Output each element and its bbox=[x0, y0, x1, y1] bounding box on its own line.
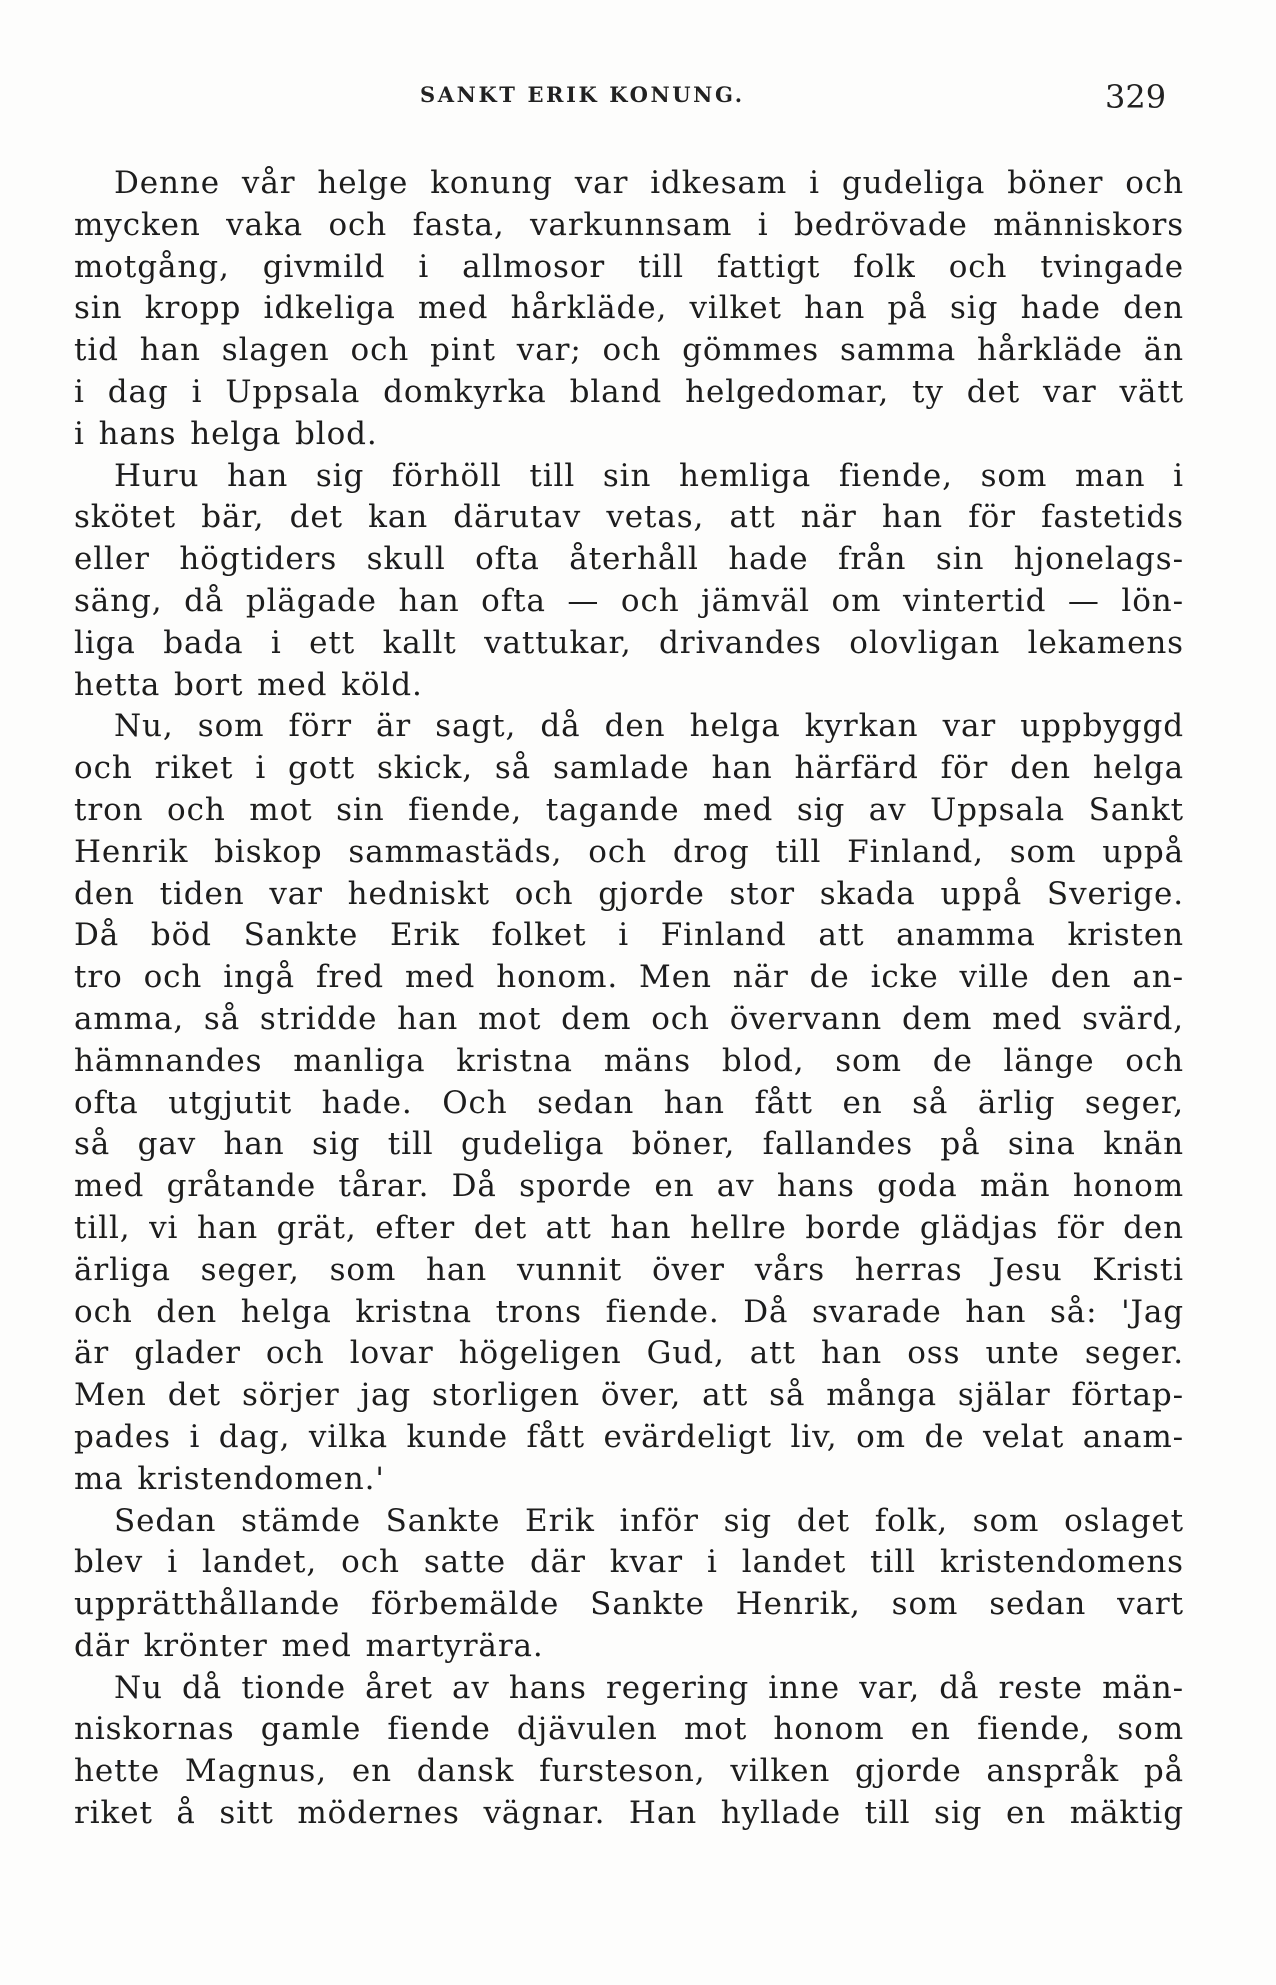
text-line: motgång, givmild i allmosor till fattigt folk och tvingade bbox=[74, 248, 1184, 285]
text-line: upprätthållande förbemälde Sankte Henrik, som sedan vart bbox=[74, 1586, 1184, 1623]
text-line: ma kristendomen.' bbox=[74, 1460, 385, 1497]
text-line: Sedan stämde Sankte Erik inför sig det folk, som oslaget bbox=[114, 1502, 1184, 1539]
text-line: amma, så stridde han mot dem och övervann dem med svärd, bbox=[74, 1000, 1184, 1037]
text-line: Denne vår helge konung var idkesam i gudeliga böner och bbox=[114, 165, 1184, 201]
text-line: mycken vaka och fasta, varkunnsam i bedrövade människors bbox=[74, 206, 1184, 243]
text-line: Men det sörjer jag storligen över, att så många själar förtap- bbox=[74, 1377, 1184, 1414]
text-line: är glader och lovar högeligen Gud, att han oss unte seger. bbox=[74, 1335, 1184, 1372]
text-line: hette Magnus, en dansk fursteson, vilken gjorde anspråk på bbox=[74, 1753, 1184, 1790]
text-line: i hans helga blod. bbox=[74, 415, 378, 452]
text-line: Nu, som förr är sagt, då den helga kyrkan var uppbyggd bbox=[114, 708, 1184, 745]
text-line: till, vi han grät, efter det att han hellre borde glädjas för den bbox=[74, 1209, 1184, 1246]
text-line: blev i landet, och satte där kvar i landet till kristendomens bbox=[74, 1544, 1184, 1581]
text-line: eller högtiders skull ofta återhåll hade från sin hjonelags- bbox=[74, 541, 1184, 578]
text-line: tro och ingå fred med honom. Men när de icke ville den an- bbox=[74, 959, 1184, 996]
text-line: niskornas gamle fiende djävulen mot honom en fiende, som bbox=[74, 1711, 1184, 1748]
text-line: ofta utgjutit hade. Och sedan han fått en så ärlig seger, bbox=[74, 1084, 1184, 1121]
text-line: den tiden var hedniskt och gjorde stor skada uppå Sverige. bbox=[74, 875, 1184, 912]
text-line: säng, då plägade han ofta — och jämväl om vintertid — lön- bbox=[74, 582, 1184, 619]
body-text bbox=[74, 163, 1184, 1835]
text-line: hämnandes manliga kristna mäns blod, som de länge och bbox=[74, 1042, 1184, 1079]
text-line: riket å sitt mödernes vägnar. Han hyllade till sig en mäktig bbox=[74, 1795, 1184, 1832]
text-line: liga bada i ett kallt vattukar, drivandes olovligan lekamens bbox=[74, 624, 1184, 661]
running-head: SANKT ERIK KONUNG. bbox=[420, 82, 745, 107]
text-line: skötet bär, det kan därutav vetas, att när han för fastetids bbox=[74, 499, 1184, 536]
text-line: hetta bort med köld. bbox=[74, 666, 423, 703]
text-line: så gav han sig till gudeliga böner, fallandes på sina knän bbox=[74, 1126, 1184, 1163]
text-line: Henrik biskop sammastäds, och drog till Finland, som uppå bbox=[74, 833, 1184, 870]
text-line: tron och mot sin fiende, tagande med sig av Uppsala Sankt bbox=[74, 791, 1184, 828]
text-line: med gråtande tårar. Då sporde en av hans goda män honom bbox=[74, 1168, 1184, 1205]
text-line: ärliga seger, som han vunnit över vårs herras Jesu Kristi bbox=[74, 1251, 1184, 1288]
text-line: och den helga kristna trons fiende. Då svarade han så: 'Jag bbox=[74, 1293, 1184, 1330]
text-line: sin kropp idkeliga med hårkläde, vilket han på sig hade den bbox=[74, 290, 1184, 327]
text-line: där krönter med martyrära. bbox=[74, 1627, 544, 1664]
text-line: Då böd Sankte Erik folket i Finland att anamma kristen bbox=[74, 917, 1184, 954]
text-line: pades i dag, vilka kunde fått evärdeligt liv, om de velat anam- bbox=[74, 1418, 1184, 1455]
text-line: och riket i gott skick, så samlade han härfärd för den helga bbox=[74, 750, 1184, 787]
text-line: Huru han sig förhöll till sin hemliga fiende, som man i bbox=[114, 457, 1184, 494]
page-number: 329 bbox=[1105, 78, 1167, 116]
text-line: tid han slagen och pint var; och gömmes samma hårkläde än bbox=[74, 332, 1184, 369]
text-line: Nu då tionde året av hans regering inne var, då reste män- bbox=[114, 1669, 1184, 1706]
text-line: i dag i Uppsala domkyrka bland helgedomar, ty det var vätt bbox=[74, 373, 1184, 410]
